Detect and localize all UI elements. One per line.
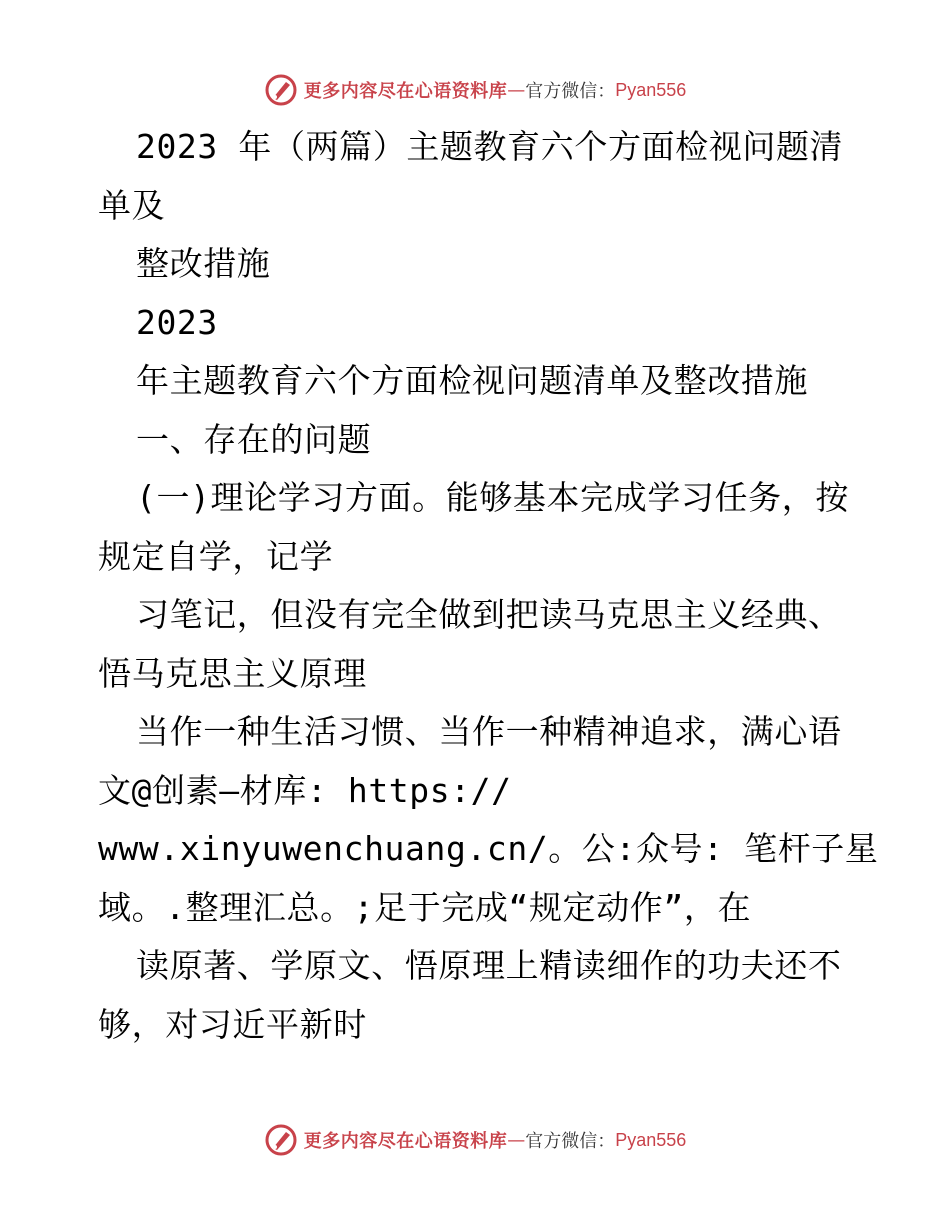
watermark-separator: —	[507, 79, 526, 101]
watermark-banner-bottom	[0, 1120, 950, 1160]
doc-line: 读原著、学原文、悟原理上精读细作的功夫还不	[136, 946, 842, 985]
doc-line: 当作一种生活习惯、当作一种精神追求，满心语	[136, 712, 842, 751]
pen-logo-icon	[264, 73, 298, 107]
watermark-banner-top	[0, 70, 950, 110]
doc-line: 悟马克思主义原理	[98, 653, 367, 693]
doc-line: 文@创素—材库: https://	[98, 770, 512, 810]
doc-line: 年主题教育六个方面检视问题清单及整改措施	[136, 361, 808, 400]
doc-line: www.xinyuwenchuang.cn/。公:众号: 笔杆子星	[98, 829, 879, 868]
watermark-library-text: 更多内容尽在心语资料库	[303, 1131, 508, 1152]
doc-line: 域。.整理汇总。;足于完成“规定动作”，在	[98, 887, 752, 927]
doc-line: 规定自学，记学	[98, 536, 334, 576]
watermark-separator: —	[507, 1129, 526, 1151]
doc-line: 单及	[98, 185, 166, 225]
doc-line: 整改措施	[136, 244, 271, 283]
pen-logo-icon	[264, 1123, 298, 1157]
doc-line: 够，对习近平新时	[98, 1004, 367, 1044]
doc-line: (一)理论学习方面。能够基本完成学习任务，按	[136, 478, 849, 517]
doc-line: 习笔记，但没有完全做到把读马克思主义经典、	[136, 595, 842, 634]
watermark-wechat-label: 官方微信：	[525, 81, 616, 102]
doc-line: 2023 年（两篇）主题教育六个方面检视问题清	[136, 127, 844, 166]
doc-line: 2023	[136, 302, 218, 342]
document-body	[98, 118, 879, 1054]
watermark-wechat-label: 官方微信：	[525, 1131, 616, 1152]
watermark-library-text: 更多内容尽在心语资料库	[303, 81, 508, 102]
watermark-wechat-id: Pyan556	[615, 1129, 687, 1150]
doc-line: 一、存在的问题	[136, 419, 372, 459]
watermark-wechat-id: Pyan556	[615, 79, 687, 100]
